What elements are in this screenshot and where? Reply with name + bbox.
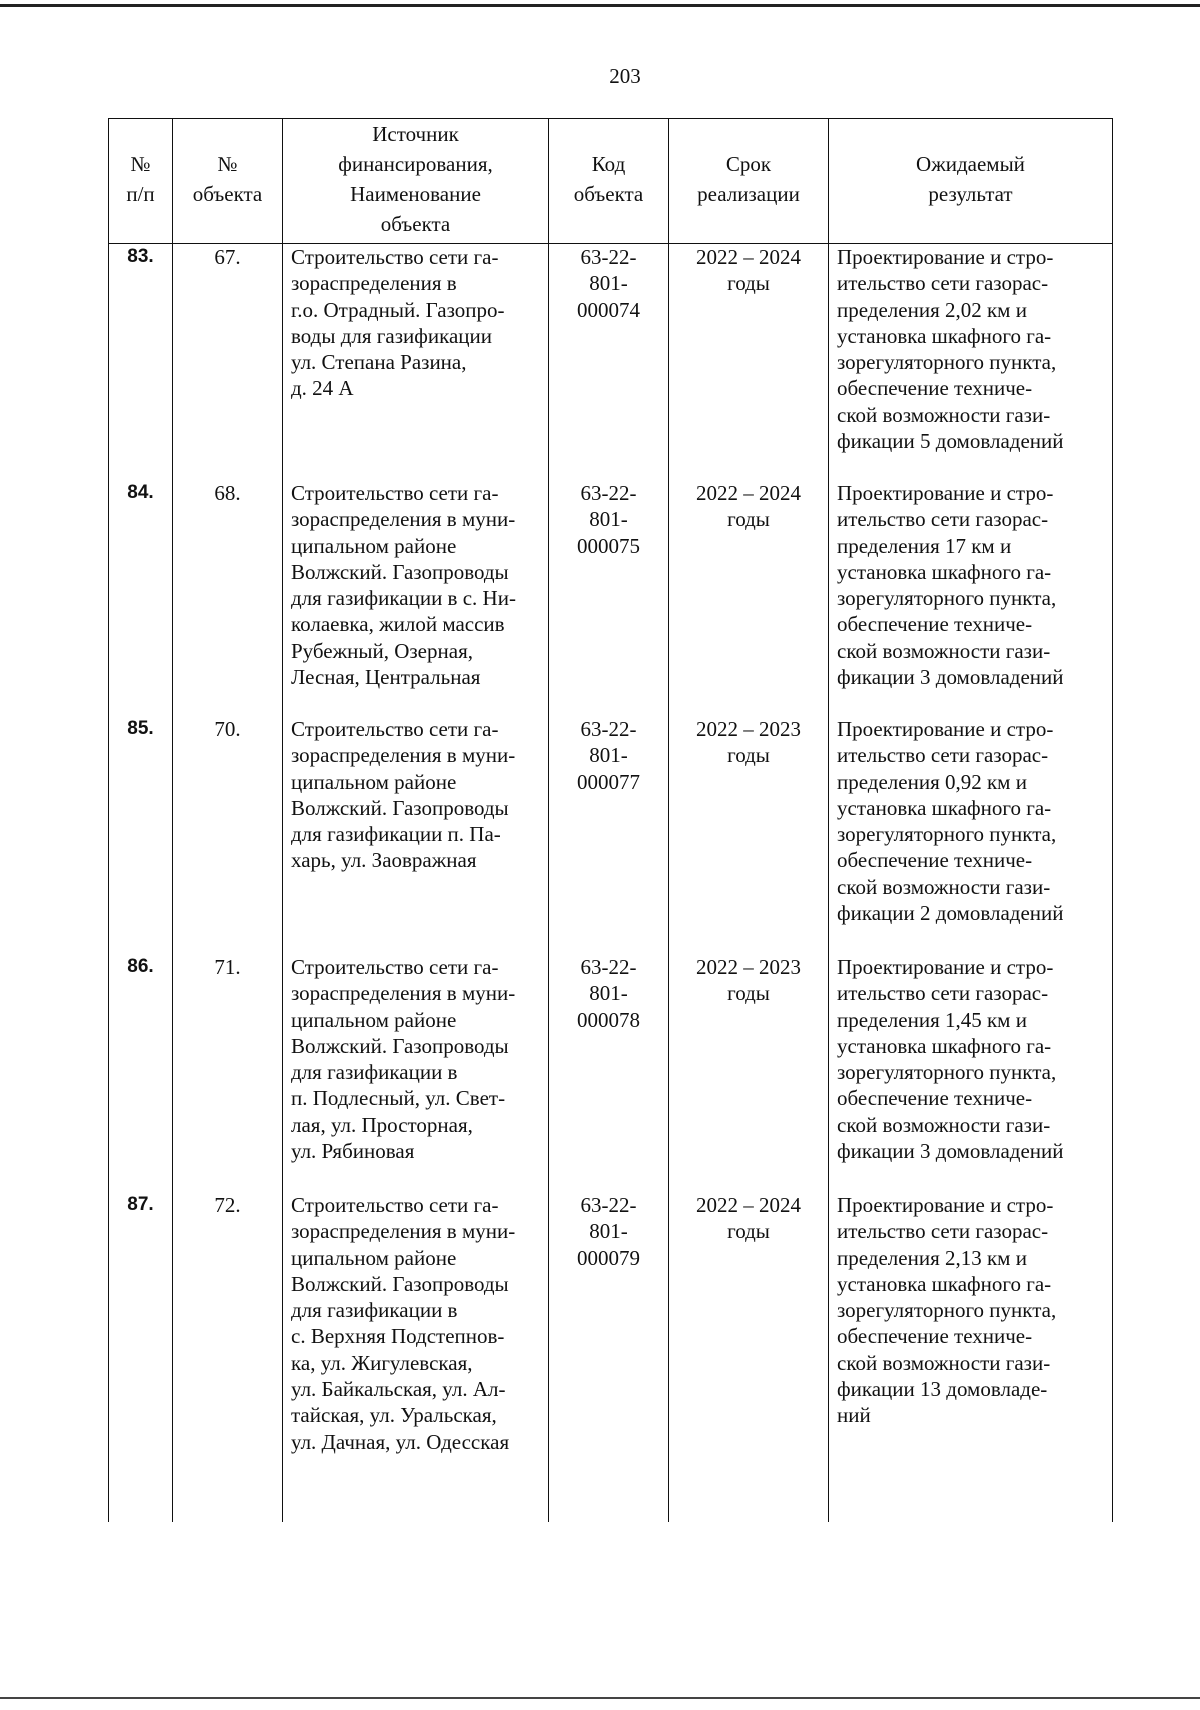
row-name: Строительство сети га- зораспределения в муни- ципальном районе Волжский. Газопроводы для газификации в с. Верхняя Подстепнов- ка, ул. Жигулевская, ул. Байкальская, ул. Ал- тайская, ул. Уральская, ул. Дачная, ул. Одесская <box>283 1192 549 1522</box>
row-term: 2022 – 2023 годы <box>669 716 829 954</box>
table-row <box>109 1192 1113 1522</box>
row-object-num: 68. <box>173 480 283 716</box>
row-result: Проектирование и стро- ительство сети газорас- пределения 1,45 км и установка шкафного га- зорегуляторного пункта, обеспечение техниче- ской возможности гази- фикации 3 домовладений <box>829 954 1113 1192</box>
row-num: 84. <box>109 480 173 716</box>
row-term: 2022 – 2023 годы <box>669 954 829 1192</box>
table-row <box>109 954 1113 1192</box>
row-code: 63-22- 801- 000078 <box>549 954 669 1192</box>
row-term: 2022 – 2024 годы <box>669 480 829 716</box>
financing-table <box>108 118 1113 1522</box>
table-row <box>109 244 1113 481</box>
row-term: 2022 – 2024 годы <box>669 244 829 481</box>
row-name: Строительство сети га- зораспределения в муни- ципальном районе Волжский. Газопроводы для газификации в с. Ни- колаевка, жилой массив Рубежный, Озерная, Лесная, Центральная <box>283 480 549 716</box>
header-code: Код объекта <box>549 119 669 244</box>
row-result: Проектирование и стро- ительство сети газорас- пределения 2,02 км и установка шкафного га- зорегуляторного пункта, обеспечение техниче- ской возможности гази- фикации 5 домовладений <box>829 244 1113 481</box>
row-code: 63-22- 801- 000077 <box>549 716 669 954</box>
table-row <box>109 480 1113 716</box>
row-code: 63-22- 801- 000074 <box>549 244 669 481</box>
row-name: Строительство сети га- зораспределения в муни- ципальном районе Волжский. Газопроводы для газификации в п. Подлесный, ул. Свет- лая, ул. Просторная, ул. Рябиновая <box>283 954 549 1192</box>
header-result: Ожидаемый результат <box>829 119 1113 244</box>
row-num: 87. <box>109 1192 173 1522</box>
row-num: 83. <box>109 244 173 481</box>
scan-edge-bottom <box>0 1697 1200 1699</box>
row-name: Строительство сети га- зораспределения в муни- ципальном районе Волжский. Газопроводы для газификации п. Па- харь, ул. Заовражная <box>283 716 549 954</box>
row-result: Проектирование и стро- ительство сети газорас- пределения 17 км и установка шкафного га- зорегуляторного пункта, обеспечение техниче- ской возможности гази- фикации 3 домовладений <box>829 480 1113 716</box>
scan-edge-top <box>0 4 1200 7</box>
header-row <box>109 119 1113 244</box>
row-result: Проектирование и стро- ительство сети газорас- пределения 0,92 км и установка шкафного га- зорегуляторного пункта, обеспечение техниче- ской возможности гази- фикации 2 домовладений <box>829 716 1113 954</box>
row-name: Строительство сети га- зораспределения в г.о. Отрадный. Газопро- воды для газификации ул. Степана Разина, д. 24 А <box>283 244 549 481</box>
row-result: Проектирование и стро- ительство сети газорас- пределения 2,13 км и установка шкафного га- зорегуляторного пункта, обеспечение техниче- ской возможности гази- фикации 13 домовладе- ний <box>829 1192 1113 1522</box>
row-object-num: 71. <box>173 954 283 1192</box>
row-term: 2022 – 2024 годы <box>669 1192 829 1522</box>
row-object-num: 70. <box>173 716 283 954</box>
page-number: 203 <box>609 64 641 88</box>
row-object-num: 72. <box>173 1192 283 1522</box>
header-num: № п/п <box>109 119 173 244</box>
table-row <box>109 716 1113 954</box>
row-code: 63-22- 801- 000079 <box>549 1192 669 1522</box>
header-object-num: № объекта <box>173 119 283 244</box>
row-code: 63-22- 801- 000075 <box>549 480 669 716</box>
table-header <box>109 119 1113 244</box>
header-source: Источник финансирования, Наименование объекта <box>283 119 549 244</box>
header-term: Срок реализации <box>669 119 829 244</box>
row-object-num: 67. <box>173 244 283 481</box>
table-body <box>109 244 1113 1523</box>
row-num: 86. <box>109 954 173 1192</box>
row-num: 85. <box>109 716 173 954</box>
